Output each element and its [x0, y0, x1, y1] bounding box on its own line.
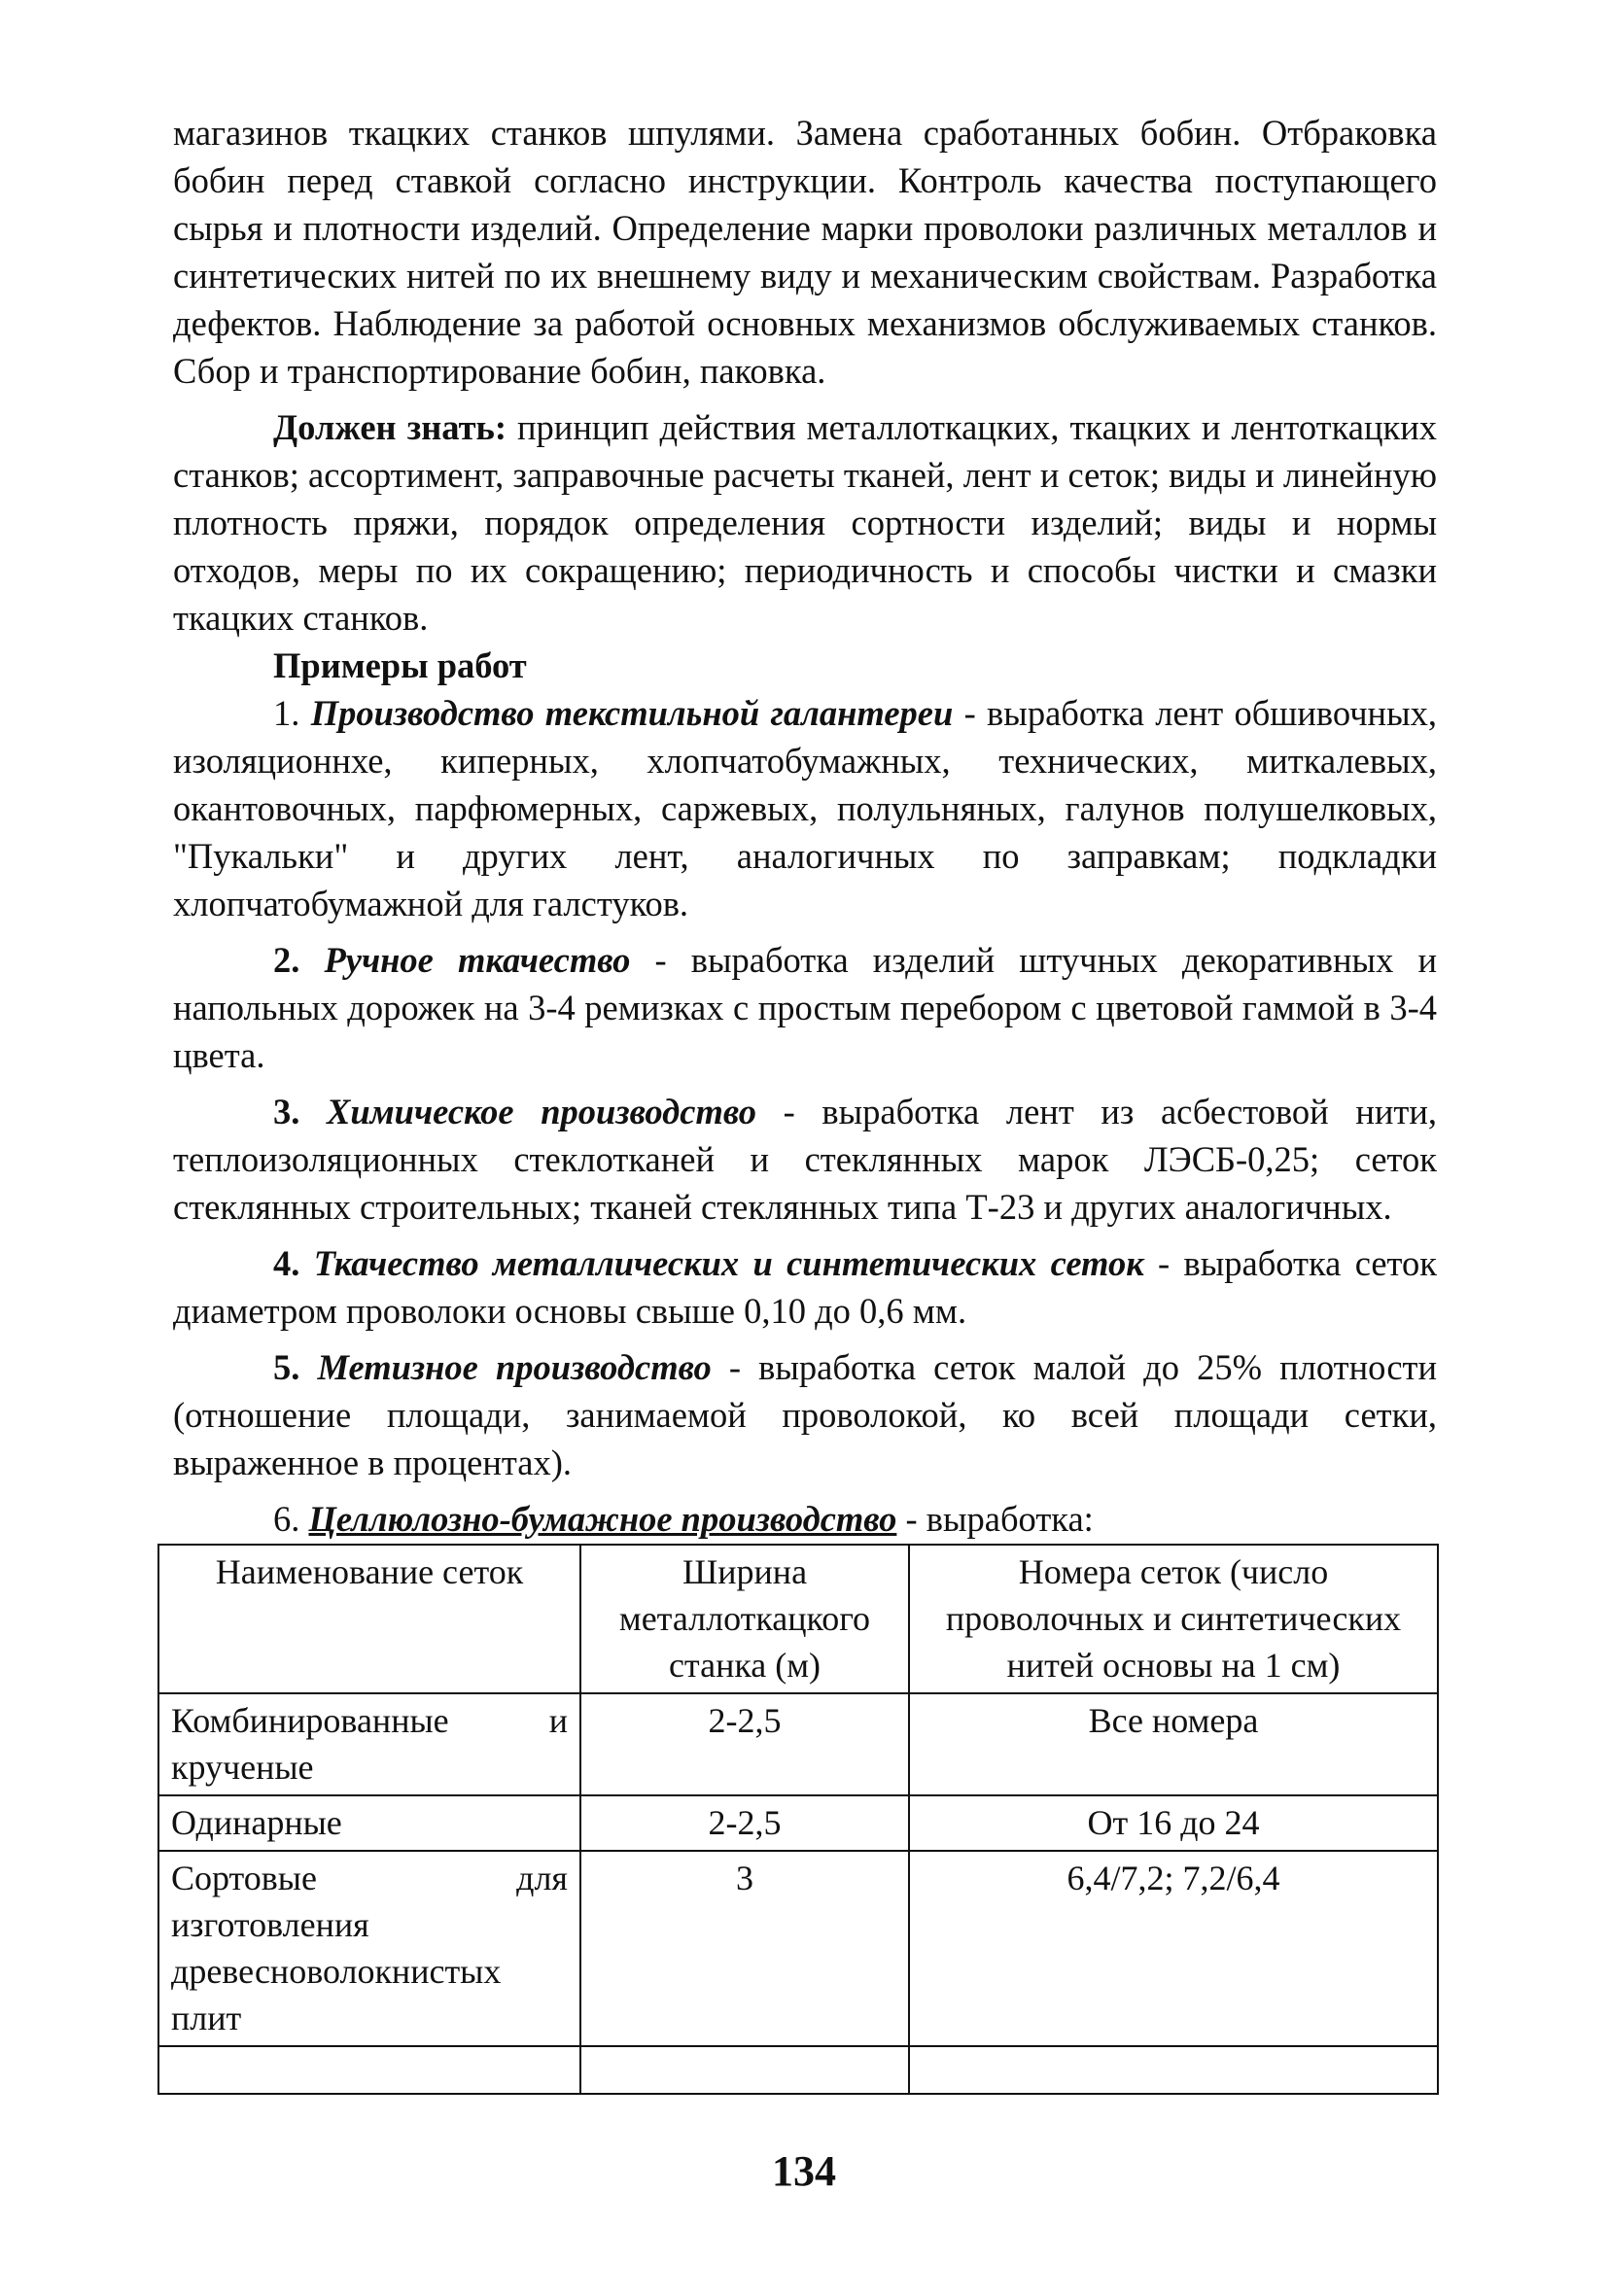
cell-net-numbers: Все номера: [909, 1693, 1438, 1795]
cell-empty: [580, 2046, 909, 2094]
paragraph-duties: магазинов ткацких станков шпулями. Замена сработанных бобин. Отбраковка бобин перед ставкой согласно инструкции. Контроль качества поступающего сырья и плотности изделий. Определение марки проволоки различных металлов и синтетических нитей по их внешнему виду и механическим свойствам. Разработка дефектов. Наблюдение за работой основных механизмов обслуживаемых станков. Сбор и транспортирование бобин, паковка.: [173, 113, 1437, 391]
cell-net-numbers: От 16 до 24: [909, 1795, 1438, 1851]
header-net-name: Наименование сеток: [158, 1545, 580, 1693]
body-text: [173, 109, 1437, 1543]
example-title: Ткачество металлических и синтетических сеток: [313, 1243, 1144, 1283]
page-number: 134: [772, 2147, 836, 2195]
cell-loom-width: 2-2,5: [580, 1795, 909, 1851]
examples-heading: Примеры работ: [273, 645, 527, 685]
example-item: [173, 1239, 1437, 1335]
example-title: Ручное ткачество: [324, 940, 631, 980]
knowledge-label: Должен знать:: [273, 407, 507, 447]
example-title: Метизное производство: [317, 1347, 712, 1387]
example-number: 3.: [273, 1092, 300, 1131]
example-text: - выработка сеток малой до 25% плотности (отношение площади, занимаемой проволокой, ко всей площади сетки, выраженное в процентах).: [173, 1347, 1438, 1482]
table-row-empty: [158, 2046, 1438, 2094]
example-text: - выработка:: [896, 1499, 1094, 1539]
cell-empty: [909, 2046, 1438, 2094]
example-text: - выработка лент обшивочных, изоляционнхе, киперных, хлопчатобумажных, технических, миткалевых, окантовочных, парфюмерных, саржевых, полульняных, галунов полушелковых, "Пукальки" и других лент, аналогичных по заправкам; подкладки хлопчатобумажной для галстуков.: [173, 693, 1437, 923]
example-number: 6.: [273, 1499, 300, 1539]
example-number: 1.: [273, 693, 300, 733]
paragraph-knowledge: [173, 403, 1437, 642]
cell-net-name: Сортовые для изготовления древесноволокнистых плит: [158, 1851, 580, 2046]
header-net-numbers: Номера сеток (число проволочных и синтетических нитей основы на 1 см): [909, 1545, 1438, 1693]
example-title: Производство текстильной галантереи: [310, 693, 954, 733]
example-title: Целлюлозно-бумажное производство: [308, 1499, 897, 1539]
example-text: - выработка лент из асбестовой нити, теплоизоляционных стеклотканей и стеклянных марок ЛЭСБ-0,25; сеток стеклянных строительных; тканей стеклянных типа Т-23 и других аналогичных.: [173, 1092, 1438, 1227]
example-item: [173, 689, 1437, 927]
cell-empty: [158, 2046, 580, 2094]
knowledge-text: принцип действия металлоткацких, ткацких и лентоткацких станков; ассортимент, заправочные расчеты тканей, лент и сеток; виды и линейную плотность пряжи, порядок определения сортности изделий; виды и нормы отходов, меры по их сокращению; периодичность и способы чистки и смазки ткацких станков.: [173, 407, 1437, 638]
table-row: [158, 1693, 1438, 1795]
table-header-row: [158, 1545, 1438, 1693]
table-row: [158, 1851, 1438, 2046]
header-loom-width: Ширина металлоткацкого станка (м): [580, 1545, 909, 1693]
cell-net-name: Одинарные: [158, 1795, 580, 1851]
cell-net-name: Комбинированные и крученые: [158, 1693, 580, 1795]
example-item: [173, 936, 1437, 1079]
table-row: [158, 1795, 1438, 1851]
cell-loom-width: 3: [580, 1851, 909, 2046]
example-number: 5.: [273, 1347, 300, 1387]
example-title: Химическое производство: [327, 1092, 756, 1131]
example-number: 4.: [273, 1243, 300, 1283]
example-item: [173, 1088, 1437, 1231]
example-item: [173, 1495, 1437, 1543]
cell-net-numbers: 6,4/7,2; 7,2/6,4: [909, 1851, 1438, 2046]
nets-table: [157, 1544, 1439, 2095]
cell-loom-width: 2-2,5: [580, 1693, 909, 1795]
example-text: - выработка сеток диаметром проволоки основы свыше 0,10 до 0,6 мм.: [173, 1243, 1438, 1331]
example-number: 2.: [273, 940, 300, 980]
example-text: - выработка изделий штучных декоративных и напольных дорожек на 3-4 ремизках с простым перебором с цветовой гаммой в 3-4 цвета.: [173, 940, 1437, 1075]
example-item: [173, 1343, 1437, 1486]
